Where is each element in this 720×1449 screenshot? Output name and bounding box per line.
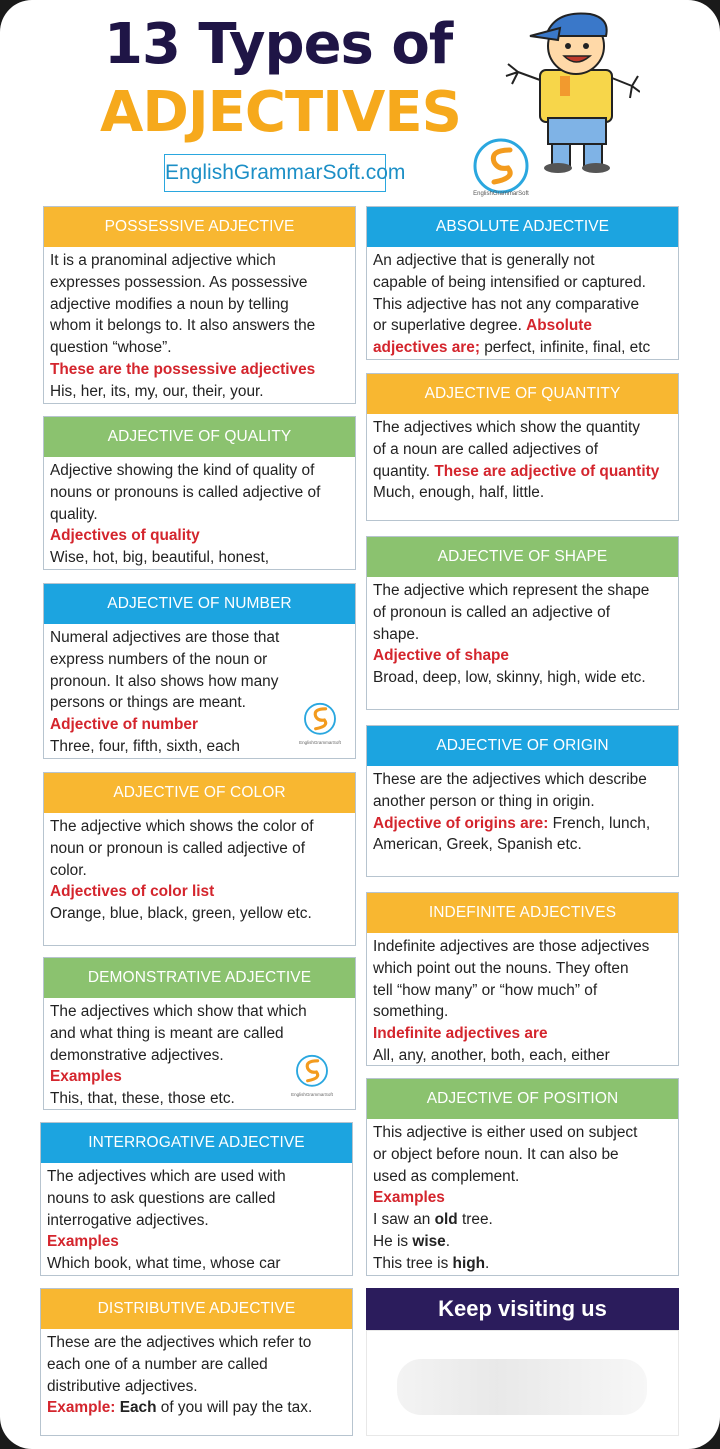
site-url-box[interactable]: EnglishGrammarSoft.com <box>164 154 386 192</box>
card-examples: . <box>485 1254 490 1272</box>
card-header: DISTRIBUTIVE ADJECTIVE <box>41 1289 352 1329</box>
card-text: expresses possession. As possessive <box>50 273 308 291</box>
card-examples: . <box>445 1232 451 1250</box>
card-examples: Orange, blue, black, green, yellow etc. <box>50 905 312 923</box>
card-absolute-adjective <box>366 206 679 360</box>
card-text: The adjective which represent the shape <box>373 582 650 599</box>
watermark-caption: EnglishGrammarSoft <box>291 1092 333 1097</box>
card-header: ADJECTIVE OF QUALITY <box>44 417 355 457</box>
card-header: INTERROGATIVE ADJECTIVE <box>41 1123 352 1163</box>
card-text: This adjective has not any comparative <box>373 295 640 313</box>
card-text: shape. <box>373 625 420 643</box>
card-examples: French, lunch, <box>552 814 651 832</box>
card-text: quality. <box>50 505 98 523</box>
blurred-content <box>397 1359 647 1415</box>
card-examples: Much, enough, half, little. <box>373 484 545 502</box>
card-possessive-adjective <box>43 206 356 404</box>
card-text: each one of a number are called <box>47 1355 268 1373</box>
card-red-heading: Adjective of origins are: <box>373 814 549 832</box>
card-header: ADJECTIVE OF ORIGIN <box>367 726 678 766</box>
card-adjective-of-quantity <box>366 373 679 521</box>
card-text: used as complement. <box>373 1167 520 1185</box>
card-text: demonstrative adjectives. <box>50 1046 224 1064</box>
card-red-heading: Indefinite adjectives are <box>373 1025 548 1043</box>
card-adjective-of-color <box>43 772 356 946</box>
card-adjective-of-origin <box>366 725 679 877</box>
card-examples: Wise, hot, big, beautiful, honest, <box>50 549 270 567</box>
card-text: nouns to ask questions are called <box>47 1189 276 1207</box>
logo-caption: EnglishGrammarSoft <box>473 191 529 197</box>
card-red-heading: These are the possessive adjectives <box>50 360 316 378</box>
card-examples: Three, four, fifth, sixth, each <box>50 737 240 755</box>
card-text: Adjective showing the kind of quality of <box>50 462 315 479</box>
card-text: nouns or pronouns is called adjective of <box>50 483 321 501</box>
card-red-heading: These are adjective of quantity <box>434 462 660 480</box>
card-header: POSSESSIVE ADJECTIVE <box>44 207 355 247</box>
card-text: Numeral adjectives are those that <box>50 629 280 646</box>
card-examples: Each <box>119 1399 157 1417</box>
card-examples: high <box>452 1254 486 1272</box>
card-examples: Broad, deep, low, skinny, high, wide etc. <box>373 669 646 687</box>
card-text: quantity. <box>373 462 431 480</box>
card-text: or superlative degree. <box>373 317 522 335</box>
watermark-caption: EnglishGrammarSoft <box>299 740 341 745</box>
card-red-heading: Adjectives of color list <box>50 883 215 901</box>
card-indefinite-adjectives <box>366 892 679 1066</box>
card-header: ADJECTIVE OF COLOR <box>44 773 355 813</box>
card-examples: tree. <box>461 1211 493 1229</box>
card-adjective-of-quality <box>43 416 356 570</box>
card-examples: wise <box>412 1232 446 1250</box>
card-distributive-adjective <box>40 1288 353 1436</box>
watermark-logo-icon <box>282 1052 342 1104</box>
card-red-heading: Adjective of shape <box>373 647 509 665</box>
card-examples: Which book, what time, whose car <box>47 1255 281 1273</box>
card-demonstrative-adjective <box>43 957 356 1110</box>
card-header: ADJECTIVE OF POSITION <box>367 1079 678 1119</box>
card-examples: I saw an <box>373 1211 431 1229</box>
card-text: These are the adjectives which refer to <box>47 1334 312 1351</box>
card-text: The adjective which shows the color of <box>50 818 314 835</box>
card-text: another person or thing in origin. <box>373 792 595 810</box>
card-red-heading: Absolute <box>526 317 592 335</box>
card-examples: All, any, another, both, each, either <box>373 1046 610 1064</box>
card-text: color. <box>50 861 87 879</box>
card-red-heading: Example: <box>47 1399 116 1417</box>
card-adjective-of-shape <box>366 536 679 710</box>
card-interrogative-adjective <box>40 1122 353 1276</box>
card-text: something. <box>373 1003 449 1021</box>
card-red-heading: Adjectives of quality <box>50 527 200 545</box>
card-examples: of you will pay the tax. <box>160 1399 313 1417</box>
card-examples: old <box>434 1211 458 1229</box>
keep-visiting-banner: Keep visiting us <box>366 1288 679 1330</box>
card-text: These are the adjectives which describe <box>373 771 647 788</box>
card-header: ADJECTIVE OF NUMBER <box>44 584 355 624</box>
card-text: express numbers of the noun or <box>50 650 268 668</box>
card-examples: American, Greek, Spanish etc. <box>373 836 582 854</box>
card-examples: This, that, these, those etc. <box>50 1090 235 1108</box>
card-red-heading: Examples <box>373 1189 445 1207</box>
card-adjective-of-position <box>366 1078 679 1276</box>
card-text: question “whose”. <box>50 339 172 357</box>
card-header: INDEFINITE ADJECTIVES <box>367 893 678 933</box>
card-red-heading: Adjective of number <box>50 716 198 734</box>
card-text: The adjectives which are used with <box>47 1168 286 1185</box>
card-adjective-of-number <box>43 583 356 759</box>
card-header: ADJECTIVE OF SHAPE <box>367 537 678 577</box>
card-examples: perfect, infinite, final, etc <box>484 339 651 357</box>
blurred-footer-area <box>366 1330 679 1436</box>
card-text: distributive adjectives. <box>47 1377 198 1395</box>
title-line-2: ADJECTIVES <box>100 80 461 145</box>
card-examples: His, her, its, my, our, their, your. <box>50 382 264 400</box>
card-text: adjective modifies a noun by telling <box>50 295 289 313</box>
card-red-heading: Examples <box>47 1233 119 1251</box>
card-text: interrogative adjectives. <box>47 1211 209 1229</box>
card-header: ADJECTIVE OF QUANTITY <box>367 374 678 414</box>
card-text: of a noun are called adjectives of <box>373 440 599 458</box>
card-text: and what thing is meant are called <box>50 1024 284 1042</box>
card-header: ABSOLUTE ADJECTIVE <box>367 207 678 247</box>
card-text: persons or things are meant. <box>50 694 246 712</box>
title-line-1: 13 Types of <box>104 12 453 77</box>
card-text: It is a pranominal adjective which <box>50 252 276 269</box>
card-text: The adjectives which show that which <box>50 1003 307 1020</box>
card-examples: He is <box>373 1232 409 1250</box>
card-text: An adjective that is generally not <box>373 252 595 269</box>
card-text: of pronoun is called an adjective of <box>373 603 610 621</box>
card-text: which point out the nouns. They often <box>373 959 629 977</box>
card-text: capable of being intensified or captured. <box>373 273 646 291</box>
card-text: The adjectives which show the quantity <box>373 419 640 436</box>
card-text: or object before noun. It can also be <box>373 1145 619 1163</box>
card-text: This adjective is either used on subject <box>373 1124 638 1141</box>
card-text: Indefinite adjectives are those adjectives <box>373 938 650 955</box>
card-red-heading: Examples <box>50 1068 122 1086</box>
watermark-logo-icon <box>290 700 350 752</box>
card-text: noun or pronoun is called adjective of <box>50 839 305 857</box>
card-examples: This tree is <box>373 1254 449 1272</box>
card-text: pronoun. It also shows how many <box>50 672 279 690</box>
card-text: whom it belongs to. It also answers the <box>50 317 316 335</box>
card-header: DEMONSTRATIVE ADJECTIVE <box>44 958 355 998</box>
card-text: tell “how many” or “how much” of <box>373 981 598 999</box>
card-red-heading: adjectives are; <box>373 339 480 357</box>
